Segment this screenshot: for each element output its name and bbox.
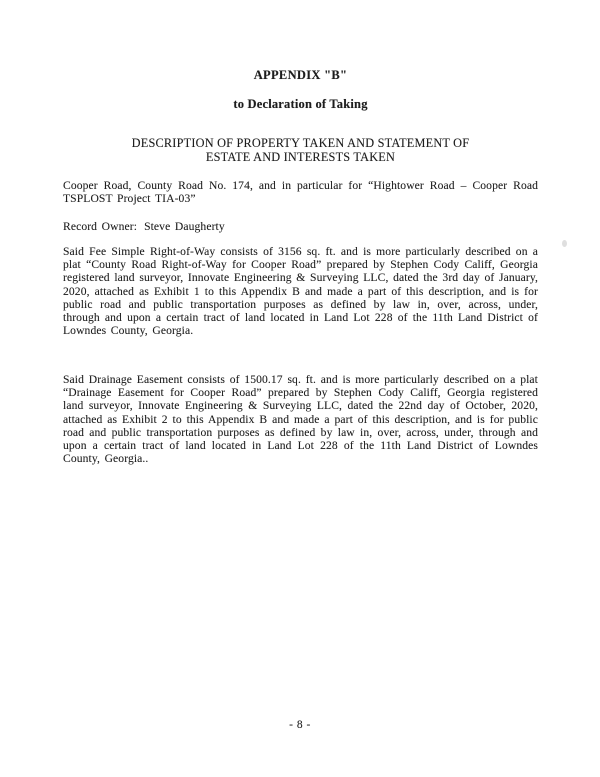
fee-simple-paragraph: Said Fee Simple Right-of-Way consists of 3156 sq. ft. and is more particularly described on a plat “County Road Right-of-Way for Cooper Road” prepared by Stephen Cody Califf, Georgia registered land surveyor, Innovate Engineering & Surveying LLC, dated the 3rd day of January, 2020, attached as Exhibit 1 to this Appendix B and made a part of this description, and is for public road and public transportation purposes as defined by law in, over, across, under, through and upon a certain tract of land located in Land Lot 228 of the 11th Land District of Lowndes County, Georgia. [63, 245, 538, 338]
record-owner-value: Steve Daugherty [144, 220, 225, 233]
drainage-easement-paragraph: Said Drainage Easement consists of 1500.17 sq. ft. and is more particularly described on a plat “Drainage Easement for Cooper Road” prepared by Stephen Cody Califf, Georgia registered land surveyor, Innovate Engineering & Surveying LLC, dated the 22nd day of October, 2020, attached as Exhibit 2 to this Appendix B and made a part of this description, and is for public road and public transportation purposes as defined by law in, over, across, under, through and upon a certain tract of land located in Land Lot 228 of the 11th Land District of Lowndes County, Georgia.. [63, 373, 538, 466]
section-heading [63, 136, 538, 164]
record-owner-line [63, 220, 538, 233]
record-owner-label: Record Owner: [63, 220, 138, 233]
appendix-title: APPENDIX "B" [253, 68, 348, 82]
scan-artifact [562, 240, 567, 247]
project-description-paragraph: Cooper Road, County Road No. 174, and in particular for “Hightower Road – Cooper Road TSPLOST Project TIA-03” [63, 179, 538, 206]
section-heading-line2: ESTATE AND INTERESTS TAKEN [205, 150, 396, 164]
section-heading-line1: DESCRIPTION OF PROPERTY TAKEN AND STATEMENT OF [131, 136, 470, 150]
declaration-subtitle: to Declaration of Taking [233, 97, 368, 111]
page-number: - 8 - [289, 719, 311, 731]
